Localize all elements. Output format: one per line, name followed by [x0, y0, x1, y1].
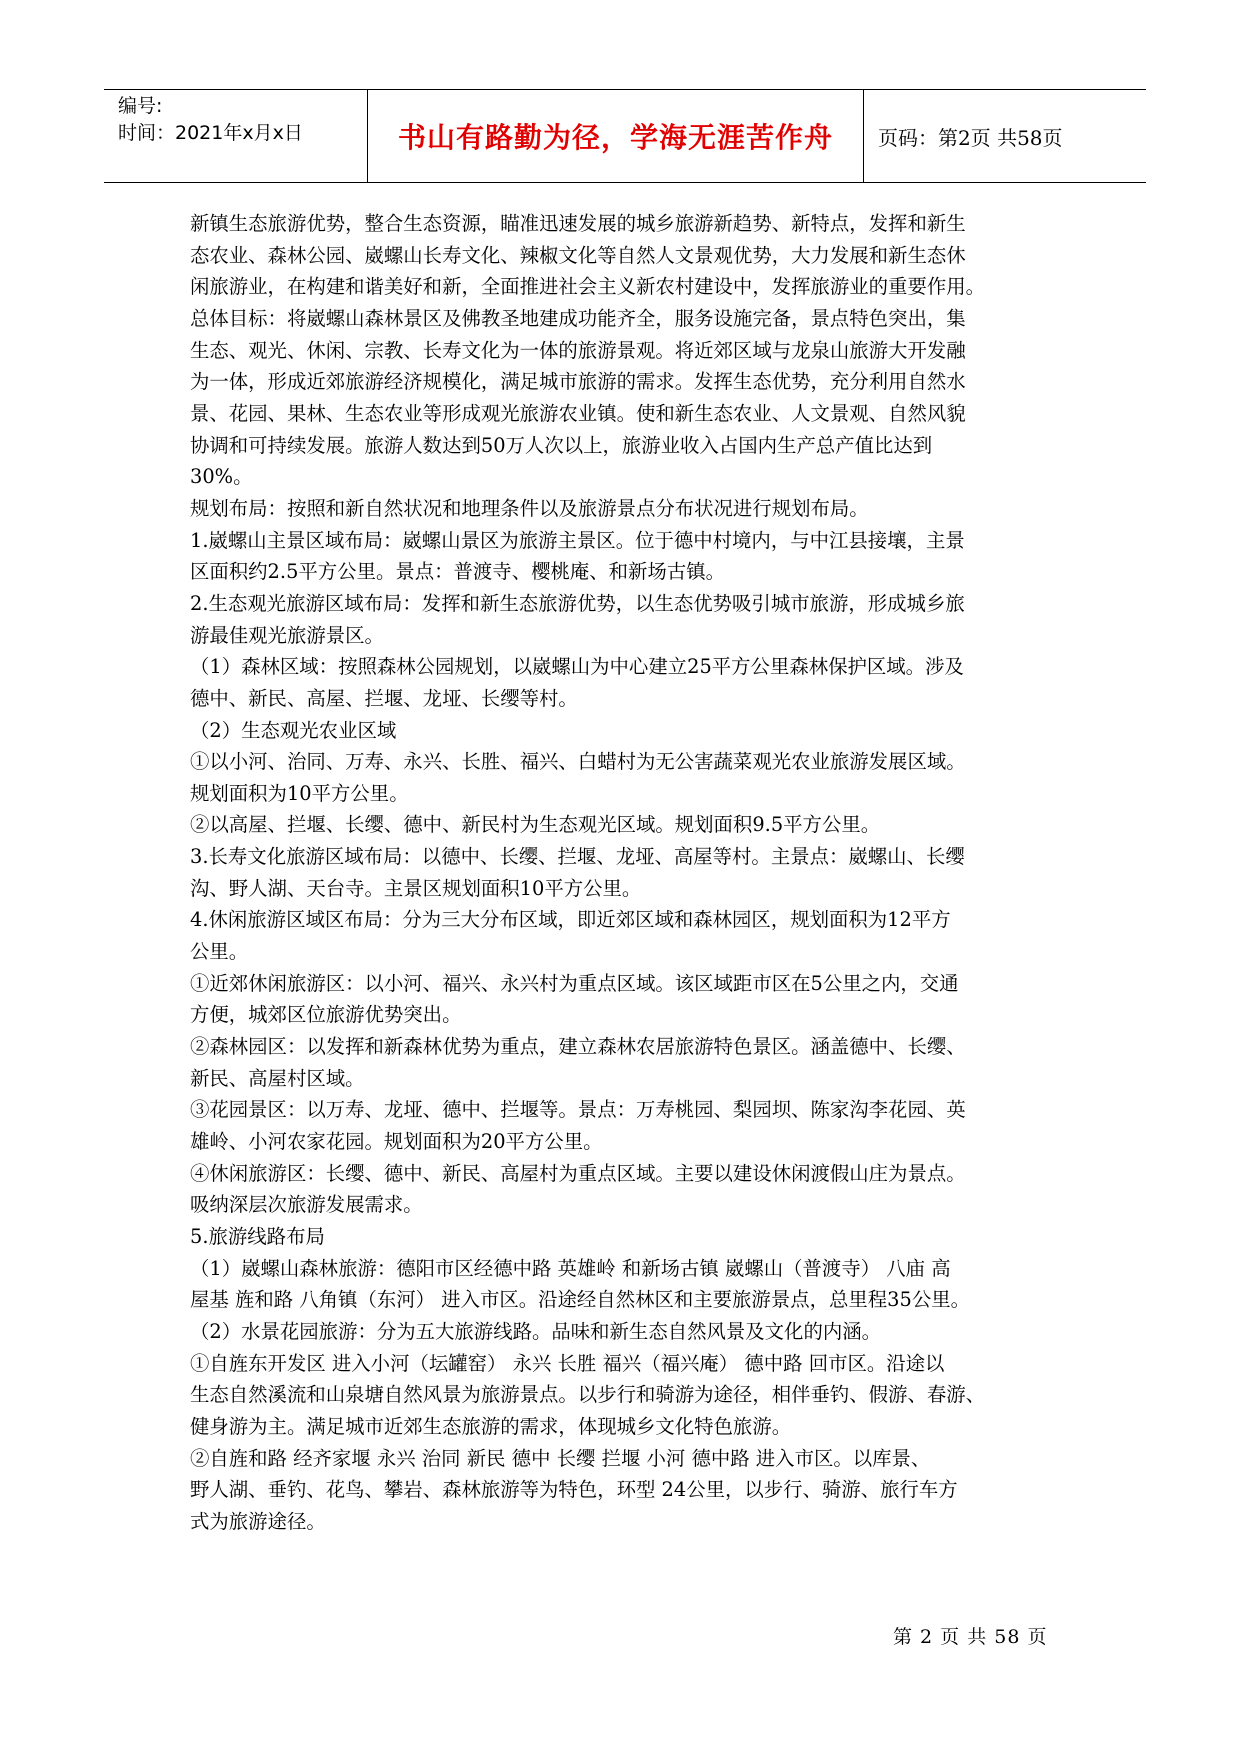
body-text-line: 新民、高屋村区域。 [190, 1066, 365, 1090]
body-text-line: 雄岭、小河农家花园。规划面积为20平方公里。 [190, 1130, 603, 1154]
body-text-line: 健身游为主。满足城市近郊生态旅游的需求，体现城乡文化特色旅游。 [190, 1414, 792, 1438]
body-text-line: 德中、新民、高屋、拦堰、龙垭、长缨等村。 [190, 686, 578, 710]
body-text-line: 景、花园、果林、生态农业等形成观光旅游农业镇。使和新生态农业、人文景观、自然风貌 [190, 401, 966, 425]
body-text-line: ①近郊休闲旅游区：以小河、福兴、永兴村为重点区域。该区域距市区在5公里之内，交通 [190, 971, 959, 995]
body-text-line: 生态自然溪流和山泉塘自然风景为旅游景点。以步行和骑游为途径，相伴垂钓、假游、春游、 [190, 1383, 986, 1407]
body-text-line: 2.生态观光旅游区域布局：发挥和新生态旅游优势，以生态优势吸引城市旅游，形成城乡旅 [190, 591, 965, 615]
body-text-line: 野人湖、垂钓、花鸟、攀岩、森林旅游等为特色，环型 24公里，以步行、骑游、旅行车方 [190, 1478, 958, 1502]
body-text-line: （1）崴螺山森林旅游：德阳市区经德中路 英雄岭 和新场古镇 崴螺山（普渡寺） 八庙 高 [190, 1256, 951, 1280]
body-text-line: 区面积约2.5平方公里。景点：普渡寺、樱桃庵、和新场古镇。 [190, 560, 725, 584]
body-text-line: 1.崴螺山主景区域布局：崴螺山景区为旅游主景区。位于德中村境内，与中江县接壤，主景 [190, 528, 965, 552]
document-body [190, 208, 1070, 1538]
body-text-line: 新镇生态旅游优势，整合生态资源，瞄准迅速发展的城乡旅游新趋势、新特点，发挥和新生 [190, 212, 966, 235]
document-time: 时间：2021年x月x日 [118, 122, 303, 144]
body-text-line: 为一体，形成近郊旅游经济规模化，满足城市旅游的需求。发挥生态优势，充分利用自然水 [190, 370, 966, 394]
body-text-line: 3.长寿文化旅游区域布局：以德中、长缨、拦堰、龙垭、高屋等村。主景点：崴螺山、长缨 [190, 845, 965, 869]
body-text-line: 4.休闲旅游区域区布局：分为三大分布区域，即近郊区域和森林园区，规划面积为12平方 [190, 908, 951, 932]
body-text-line: 吸纳深层次旅游发展需求。 [190, 1193, 423, 1217]
body-text-line: 游最佳观光旅游景区。 [190, 623, 384, 647]
body-text-line: 屋基 旌和路 八角镇（东河） 进入市区。沿途经自然林区和主要旅游景点，总里程35公里。 [190, 1288, 971, 1312]
header-motto: 书山有路勤为径，学海无涯苦作舟 [397, 121, 833, 154]
body-text-line: 协调和可持续发展。旅游人数达到50万人次以上，旅游业收入占国内生产总产值比达到 [190, 433, 933, 457]
body-text-line: ①自旌东开发区 进入小河（坛罐窑） 永兴 长胜 福兴（福兴庵） 德中路 回市区。沿途以 [190, 1351, 945, 1375]
body-text-line: 式为旅游途径。 [190, 1509, 326, 1533]
body-text-line: ④休闲旅游区：长缨、德中、新民、高屋村为重点区域。主要以建设休闲渡假山庄为景点。 [190, 1161, 966, 1185]
body-text-line: 总体目标：将崴螺山森林景区及佛教圣地建成功能齐全，服务设施完备，景点特色突出，集 [190, 306, 966, 330]
document-number-label: 编号: [118, 95, 163, 117]
body-text-line: 规划面积为10平方公里。 [190, 781, 409, 805]
body-text-line: （1）森林区域：按照森林公园规划，以崴螺山为中心建立25平方公里森林保护区域。涉及 [190, 655, 964, 679]
body-text-line: 规划布局：按照和新自然状况和地理条件以及旅游景点分布状况进行规划布局。 [190, 496, 869, 520]
body-text-line: ②自旌和路 经齐家堰 永兴 治同 新民 德中 长缨 拦堰 小河 德中路 进入市区。以库景、 [190, 1446, 931, 1470]
body-text-line: 5.旅游线路布局 [190, 1225, 325, 1248]
body-text-line: （2）水景花园旅游：分为五大旅游线路。品味和新生态自然风景及文化的内涵。 [190, 1319, 882, 1343]
header-page-info: 页码：第2页 共58页 [878, 125, 1063, 150]
header-meta [104, 90, 368, 182]
body-text-line: ③花园景区：以万寿、龙垭、德中、拦堰等。景点：万寿桃园、梨园坝、陈家沟李花园、英 [190, 1098, 966, 1122]
body-text-line: 沟、野人湖、天台寺。主景区规划面积10平方公里。 [190, 876, 642, 900]
body-text-line: 30%。 [190, 465, 253, 489]
header-motto-cell [368, 90, 864, 182]
body-text-line: ②森林园区：以发挥和新森林优势为重点，建立森林农居旅游特色景区。涵盖德中、长缨、 [190, 1035, 966, 1059]
body-text-line: ①以小河、治同、万寿、永兴、长胜、福兴、白蜡村为无公害蔬菜观光农业旅游发展区域。 [190, 750, 966, 774]
body-text-line: （2）生态观光农业区域 [190, 718, 397, 742]
body-text-line: 生态、观光、休闲、宗教、长寿文化为一体的旅游景观。将近郊区域与龙泉山旅游大开发融 [190, 338, 966, 362]
body-text-line: 方便，城郊区位旅游优势突出。 [190, 1003, 462, 1027]
body-text-line: 闲旅游业，在构建和谐美好和新，全面推进社会主义新农村建设中，发挥旅游业的重要作用。 [190, 275, 986, 299]
page-header [104, 89, 1146, 183]
page-footer-number: 第 2 页 共 58 页 [893, 1626, 1048, 1648]
body-text-line: ②以高屋、拦堰、长缨、德中、新民村为生态观光区域。规划面积9.5平方公里。 [190, 813, 881, 837]
body-text-line: 态农业、森林公园、崴螺山长寿文化、辣椒文化等自然人文景观优势，大力发展和新生态休 [190, 243, 966, 267]
body-text-line: 公里。 [190, 940, 249, 964]
